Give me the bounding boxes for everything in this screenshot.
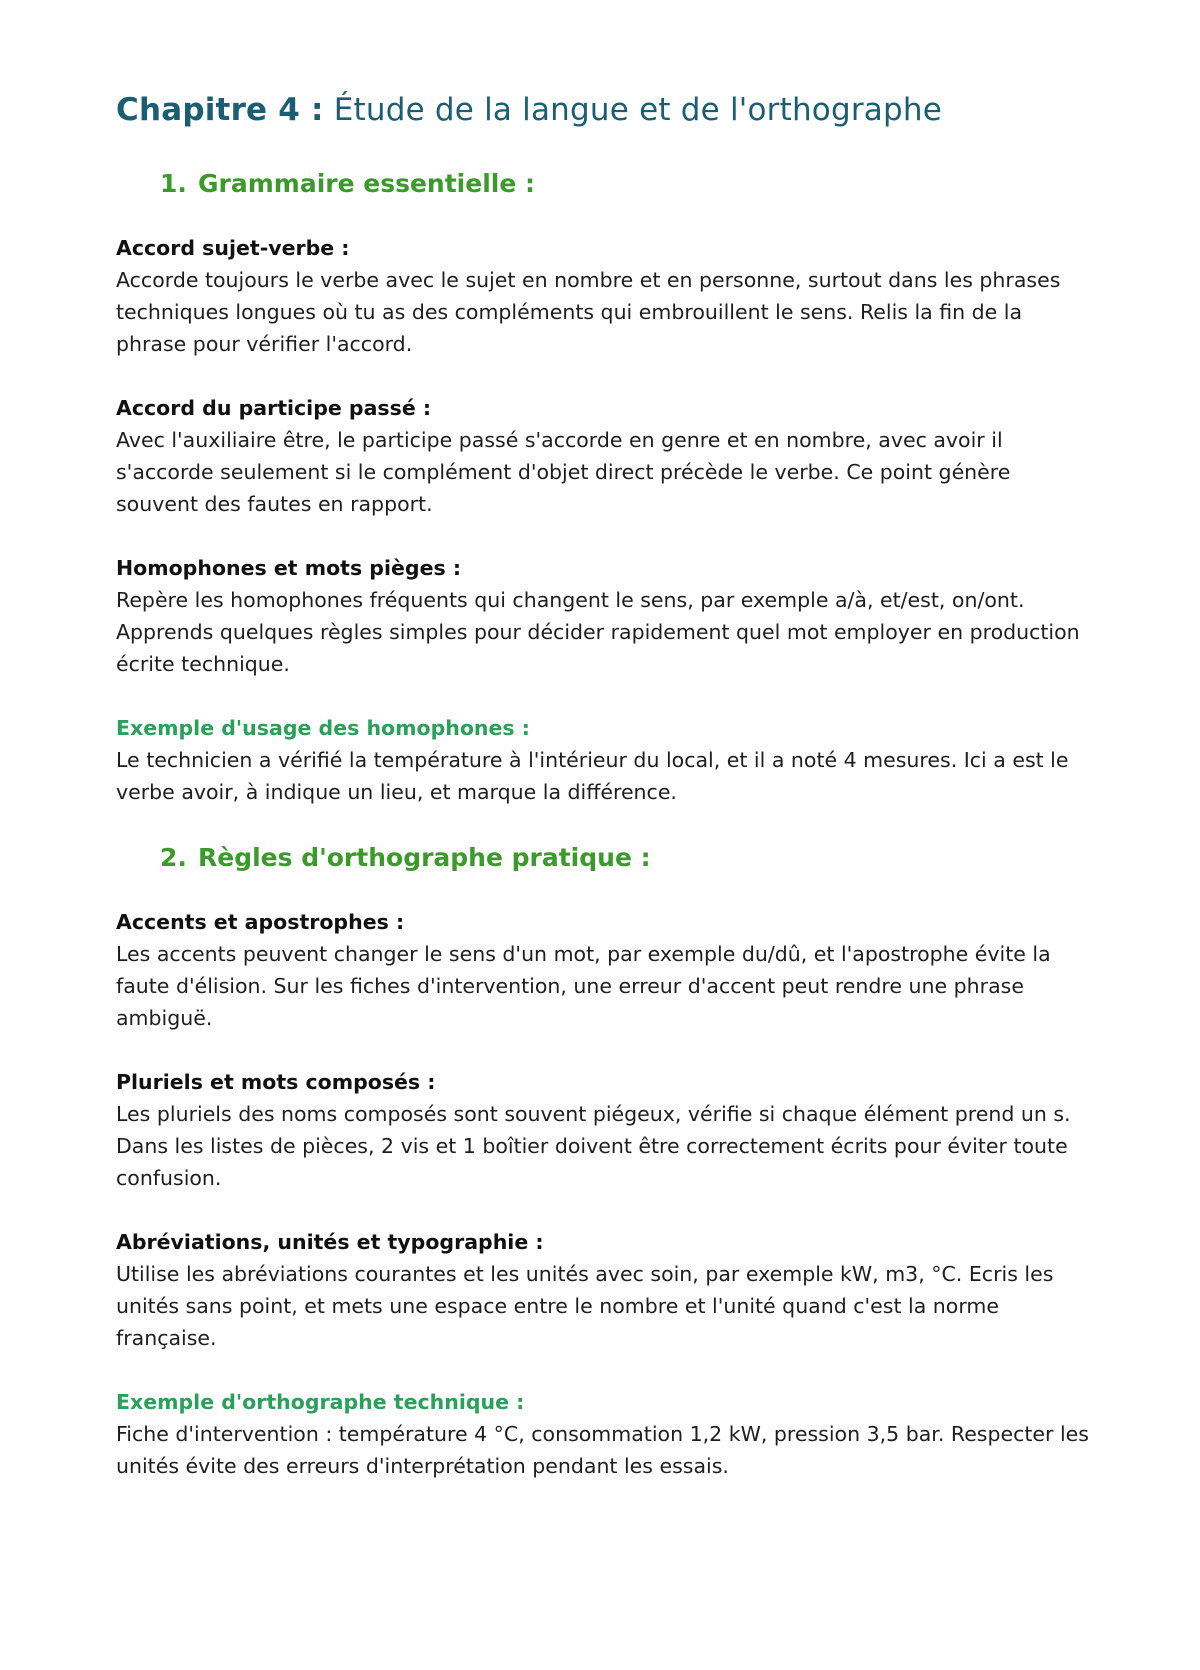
block-text: Utilise les abréviations courantes et les unités avec soin, par exemple kW, m3, °C. Ecris les unités sans point, et mets une espace entre le nombre et l'unité quand c'est la norme française. (116, 1262, 1054, 1350)
section-title: Règles d'orthographe pratique : (198, 843, 651, 872)
block-title: Accord du participe passé : (116, 396, 432, 420)
example-title: Exemple d'orthographe technique : (116, 1390, 525, 1414)
block-title: Accord sujet-verbe : (116, 236, 350, 260)
chapter-title (116, 86, 1096, 134)
block-text: Repère les homophones fréquents qui changent le sens, par exemple a/à, et/est, on/ont. Apprends quelques règles simples pour décider rapidement quel mot employer en production écrite technique. (116, 588, 1080, 676)
block-homophones (116, 552, 1096, 680)
block-accents-apostrophes (116, 906, 1096, 1034)
block-example-orthographe (116, 1386, 1096, 1482)
section-heading-grammar (160, 166, 1096, 202)
section-number: 2. (160, 843, 187, 872)
block-text: Avec l'auxiliaire être, le participe passé s'accorde en genre et en nombre, avec avoir il s'accorde seulement si le complément d'objet direct précède le verbe. Ce point génère souvent des fautes en rapport. (116, 428, 1011, 516)
block-accord-participe-passe (116, 392, 1096, 520)
section-title: Grammaire essentielle : (198, 169, 535, 198)
block-accord-sujet-verbe (116, 232, 1096, 360)
example-title: Exemple d'usage des homophones : (116, 716, 530, 740)
example-text: Le technicien a vérifié la température à l'intérieur du local, et il a noté 4 mesures. Ici a est le verbe avoir, à indique un lieu, et marque la différence. (116, 748, 1069, 804)
example-text: Fiche d'intervention : température 4 °C, consommation 1,2 kW, pression 3,5 bar. Respecter les unités évite des erreurs d'interprétation pendant les essais. (116, 1422, 1089, 1478)
block-title: Accents et apostrophes : (116, 910, 405, 934)
section-heading-orthography (160, 840, 1096, 876)
block-example-homophones (116, 712, 1096, 808)
document-page (116, 86, 1096, 1514)
block-text: Les accents peuvent changer le sens d'un mot, par exemple du/dû, et l'apostrophe évite la faute d'élision. Sur les fiches d'intervention, une erreur d'accent peut rendre une phrase ambiguë. (116, 942, 1051, 1030)
section-number: 1. (160, 169, 187, 198)
chapter-name: Étude de la langue et de l'orthographe (333, 92, 942, 128)
block-title: Homophones et mots pièges : (116, 556, 462, 580)
chapter-label: Chapitre 4 : (116, 92, 324, 128)
block-pluriels-mots-composes (116, 1066, 1096, 1194)
block-text: Les pluriels des noms composés sont souvent piégeux, vérifie si chaque élément prend un s. Dans les listes de pièces, 2 vis et 1 boîtier doivent être correctement écrits pour éviter toute confusion. (116, 1102, 1071, 1190)
block-abreviations-unites (116, 1226, 1096, 1354)
block-text: Accorde toujours le verbe avec le sujet en nombre et en personne, surtout dans les phrases techniques longues où tu as des compléments qui embrouillent le sens. Relis la fin de la phrase pour vérifier l'accord. (116, 268, 1061, 356)
block-title: Abréviations, unités et typographie : (116, 1230, 544, 1254)
block-title: Pluriels et mots composés : (116, 1070, 436, 1094)
